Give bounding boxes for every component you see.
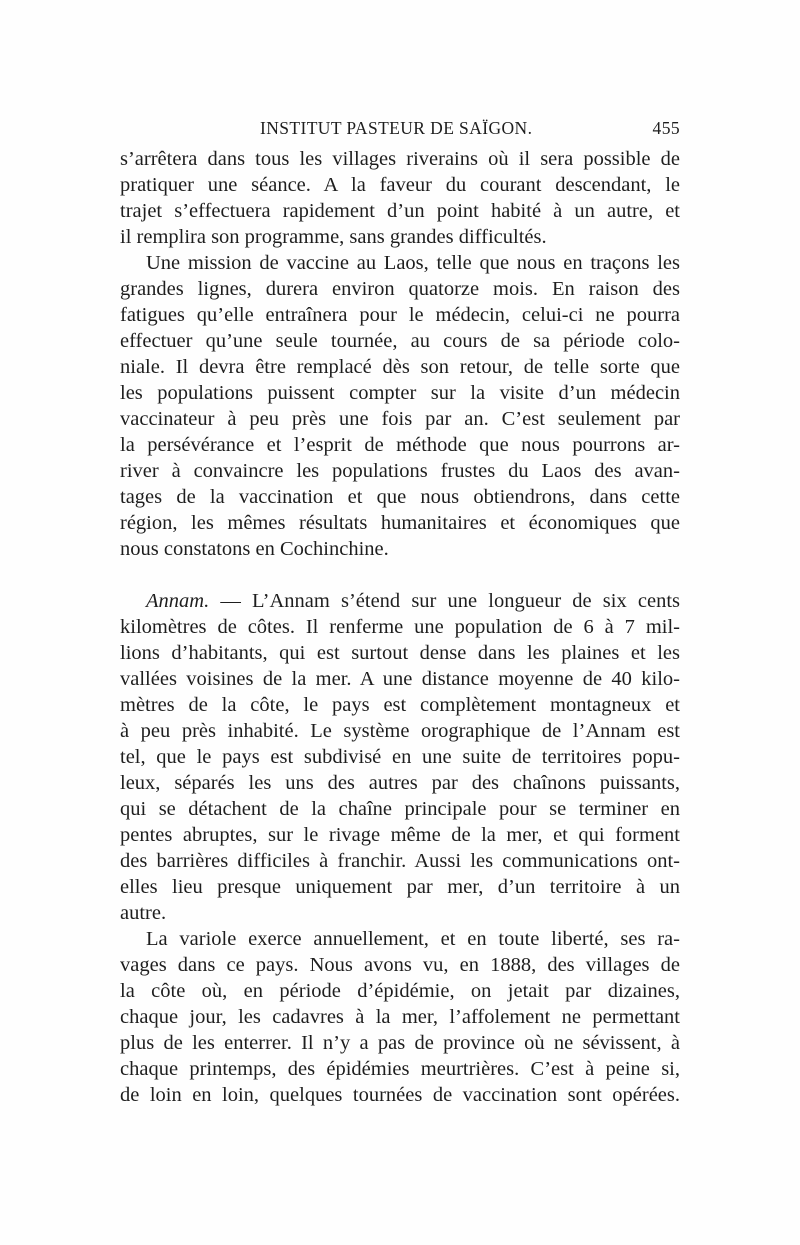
text-line: effectuer qu’une seule tournée, au cours de sa période colo-	[120, 330, 680, 352]
text-line: vallées voisines de la mer. A une distance moyenne de 40 kilo-	[120, 668, 680, 690]
body-text	[120, 146, 680, 1108]
text-line: vages dans ce pays. Nous avons vu, en 1888, des villages de	[120, 954, 680, 976]
text-line: kilomètres de côtes. Il renferme une population de 6 à 7 mil-	[120, 616, 680, 638]
text-line: La variole exerce annuellement, et en toute liberté, ses ra-	[146, 928, 680, 950]
section-gap	[120, 562, 680, 588]
text-line: il remplira son programme, sans grandes difficultés.	[120, 226, 547, 248]
running-title: INSTITUT PASTEUR DE SAÏGON.	[260, 118, 533, 138]
text-line: lions d’habitants, qui est surtout dense dans les plaines et les	[120, 642, 680, 664]
text-line: autre.	[120, 902, 167, 924]
text-line: la persévérance et l’esprit de méthode que nous pourrons ar-	[120, 434, 680, 456]
running-header	[120, 118, 680, 144]
text-line: fatigues qu’elle entraînera pour le médecin, celui-ci ne pourra	[120, 304, 680, 326]
text-line: trajet s’effectuera rapidement d’un point habité à un autre, et	[120, 200, 680, 222]
text-line: à peu près inhabité. Le système orographique de l’Annam est	[120, 720, 680, 742]
text-line: river à convaincre les populations frustes du Laos des avan-	[120, 460, 680, 482]
text-line: qui se détachent de la chaîne principale pour se terminer en	[120, 798, 680, 820]
text-line: chaque jour, les cadavres à la mer, l’affolement ne permettant	[120, 1006, 680, 1028]
text-line: mètres de la côte, le pays est complètement montagneux et	[120, 694, 680, 716]
page-number: 455	[652, 118, 680, 138]
text-line: vaccinateur à peu près une fois par an. C’est seulement par	[120, 408, 680, 430]
text-line: pentes abruptes, sur le rivage même de la mer, et qui forment	[120, 824, 680, 846]
text-line: nous constatons en Cochinchine.	[120, 538, 389, 560]
text-line: tel, que le pays est subdivisé en une suite de territoires popu-	[120, 746, 680, 768]
text-line: de loin en loin, quelques tournées de vaccination sont opérées.	[120, 1084, 680, 1106]
text-line: niale. Il devra être remplacé dès son retour, de telle sorte que	[120, 356, 680, 378]
text-line: les populations puissent compter sur la visite d’un médecin	[120, 382, 680, 404]
text-line-content: — L’Annam s’étend sur une longueur de six cents	[209, 590, 680, 612]
text-line: des barrières difficiles à franchir. Aussi les communications ont-	[120, 850, 680, 872]
text-line: s’arrêtera dans tous les villages riverains où il sera possible de	[120, 148, 680, 170]
text-line: elles lieu presque uniquement par mer, d’un territoire à un	[120, 876, 680, 898]
text-line: pratiquer une séance. A la faveur du courant descendant, le	[120, 174, 680, 196]
section-heading: Annam.	[146, 590, 210, 612]
text-line: plus de les enterrer. Il n’y a pas de province où ne sévissent, à	[120, 1032, 680, 1054]
text-line: la côte où, en période d’épidémie, on jetait par dizaines,	[120, 980, 680, 1002]
text-line	[120, 588, 680, 614]
text-line: région, les mêmes résultats humanitaires et économiques que	[120, 512, 680, 534]
text-line: grandes lignes, durera environ quatorze mois. En raison des	[120, 278, 680, 300]
text-line: chaque printemps, des épidémies meurtrières. C’est à peine si,	[120, 1058, 680, 1080]
text-line: tages de la vaccination et que nous obtiendrons, dans cette	[120, 486, 680, 508]
text-line: leux, séparés les uns des autres par des chaînons puissants,	[120, 772, 680, 794]
text-line: Une mission de vaccine au Laos, telle que nous en traçons les	[146, 252, 680, 274]
